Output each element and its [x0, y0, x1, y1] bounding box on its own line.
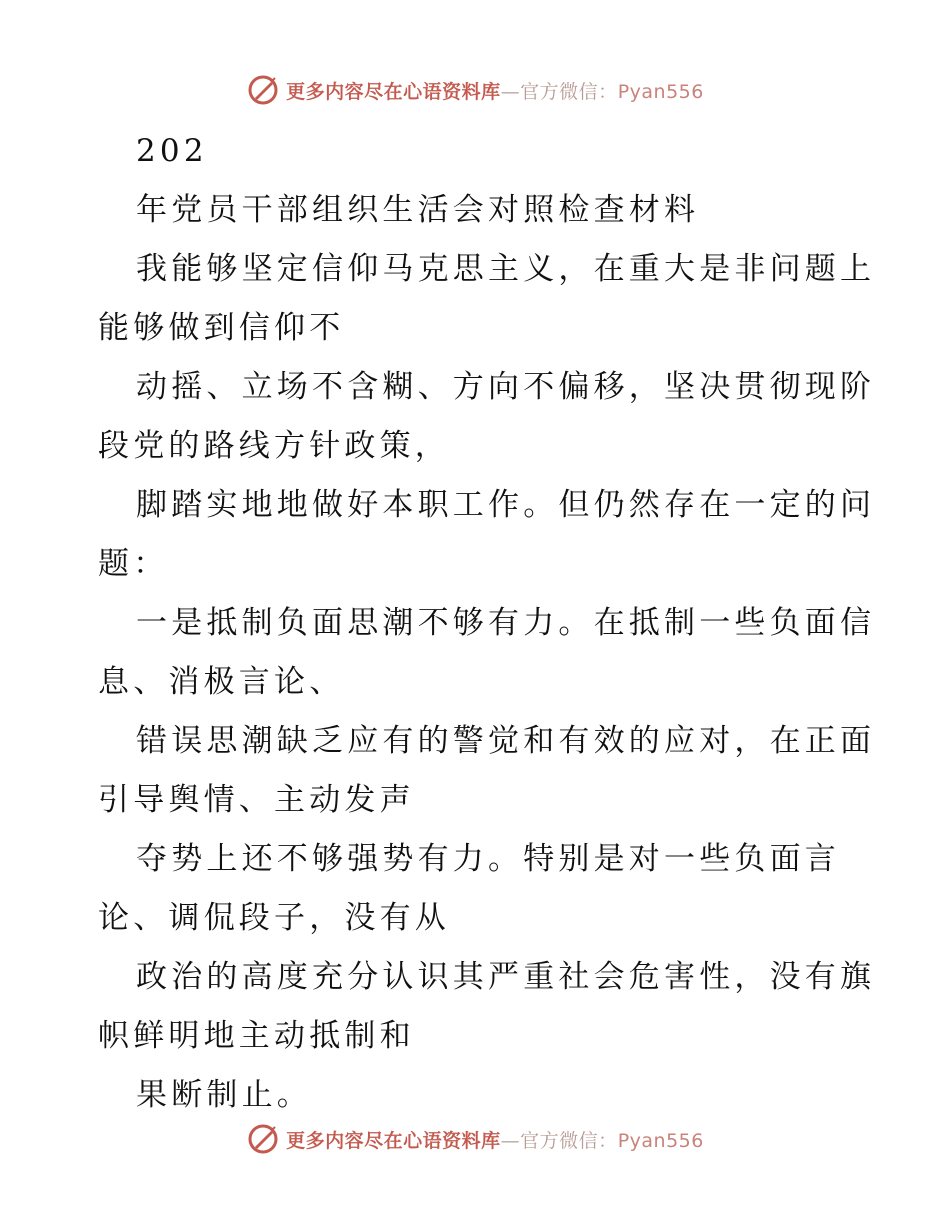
- watermark-separator: —: [500, 1129, 521, 1152]
- quill-pen-circle-icon: [246, 73, 280, 107]
- document-line: 动摇、立场不含糊、方向不偏移，坚决贯彻现阶: [136, 369, 876, 405]
- watermark-main: 更多内容尽在心语资料库: [286, 80, 501, 103]
- watermark-separator: —: [500, 80, 521, 103]
- watermark-text: [286, 1126, 704, 1153]
- document-line: 息、消极言论、: [98, 664, 345, 700]
- document-line: 能够做到信仰不: [98, 310, 345, 346]
- document-line: 题：: [98, 546, 169, 582]
- document-line: 我能够坚定信仰马克思主义，在重大是非问题上: [136, 251, 876, 287]
- document-line: 脚踏实地地做好本职工作。但仍然存在一定的问: [136, 487, 876, 523]
- quill-pen-circle-icon: [246, 1122, 280, 1156]
- document-body: [98, 122, 876, 1125]
- document-line: 年党员干部组织生活会对照检查材料: [136, 192, 700, 228]
- document-line: 政治的高度充分认识其严重社会危害性，没有旗: [136, 959, 876, 995]
- watermark-main: 更多内容尽在心语资料库: [286, 1129, 501, 1152]
- watermark-wechat-id: Pyan556: [617, 80, 704, 103]
- header-watermark: [0, 68, 950, 112]
- watermark-wechat-id: Pyan556: [617, 1129, 704, 1152]
- document-line: 一是抵制负面思潮不够有力。在抵制一些负面信: [136, 605, 876, 641]
- document-line: 错误思潮缺乏应有的警觉和有效的应对，在正面: [136, 723, 876, 759]
- watermark-wechat-label: 官方微信：: [520, 1129, 618, 1152]
- footer-watermark: [0, 1117, 950, 1161]
- document-line: 202: [136, 133, 208, 169]
- document-line: 引导舆情、主动发声: [98, 782, 415, 818]
- document-line: 夺势上还不够强势有力。特别是对一些负面言: [136, 841, 840, 877]
- document-line: 果断制止。: [136, 1077, 312, 1113]
- document-line: 段党的路线方针政策，: [98, 428, 450, 464]
- document-line: 帜鲜明地主动抵制和: [98, 1018, 415, 1054]
- watermark-wechat-label: 官方微信：: [520, 80, 618, 103]
- watermark-text: [286, 77, 704, 104]
- document-line: 论、调侃段子，没有从: [98, 900, 450, 936]
